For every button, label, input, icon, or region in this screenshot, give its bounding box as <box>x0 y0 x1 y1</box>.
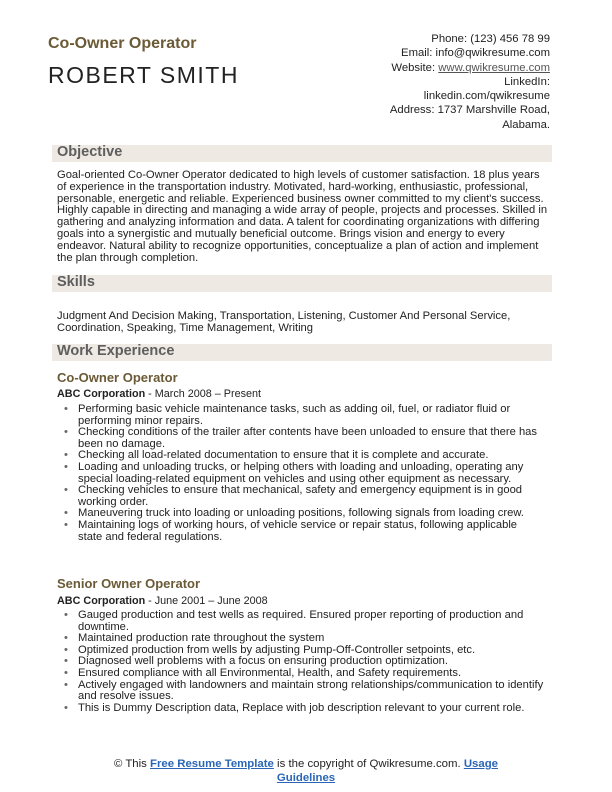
usage-guidelines-link[interactable]: Usage <box>463 758 499 770</box>
website-link[interactable]: www.qwikresume.com <box>438 61 550 74</box>
job-company: ABC Corporation <box>57 595 146 607</box>
contact-email: Email: info@qwikresume.com <box>401 47 550 60</box>
contact-linkedin-label: LinkedIn: <box>504 75 550 88</box>
job-bullet-list <box>62 610 544 714</box>
job-role-title: Co-Owner Operator <box>57 370 178 385</box>
list-item: • Checking vehicles to ensure that mechanical, safety and emergency equipment is in good working order. <box>62 485 544 508</box>
list-item: • Actively engaged with landowners and maintain strong relationships/communication to identify and resolve issues. <box>62 680 544 703</box>
work-section-bar <box>52 344 552 361</box>
job-company-line <box>57 595 268 607</box>
contact-website <box>330 61 550 75</box>
list-item: • Loading and unloading trucks, or helping others with loading and unloading, operating any special loading-related equipment on vehicles and using other equipment as necessary. <box>62 462 544 485</box>
skills-section-bar <box>52 275 552 292</box>
contact-address-line1: Address: 1737 Marshville Road, <box>389 104 550 117</box>
copyright-footer <box>60 757 552 785</box>
list-item: • Performing basic vehicle maintenance tasks, such as adding oil, fuel, or radiator fluid or performing minor repairs. <box>62 404 544 427</box>
usage-guidelines-link-line2[interactable]: Guidelines <box>276 772 336 784</box>
contact-linkedin-value: linkedin.com/qwikresume <box>423 90 550 103</box>
skills-text: Judgment And Decision Making, Transportation, Listening, Customer And Personal Service, Coordination, Speaking, Time Management, Writing <box>57 310 511 334</box>
contact-block <box>330 32 550 132</box>
list-item: • Checking all load-related documentation to ensure that it is complete and accurate. <box>62 450 544 462</box>
list-item: • Optimized production from wells by adjusting Pump-Off-Controller setpoints, etc. <box>62 645 544 657</box>
list-item: • Gauged production and test wells as required. Ensured proper reporting of production and downtime. <box>62 610 544 633</box>
list-item: • Maneuvering truck into loading or unloading positions, following signals from loading crew. <box>62 508 544 520</box>
list-item: • Ensured compliance with all Environmental, Health, and Safety requirements. <box>62 668 544 680</box>
candidate-name: ROBERT SMITH <box>48 62 239 88</box>
list-item: • Diagnosed well problems with a focus on ensuring production optimization. <box>62 656 544 668</box>
list-item: • Maintaining logs of working hours, of vehicle service or repair status, following applicable state and federal regulations. <box>62 520 544 543</box>
skills-heading: Skills <box>57 274 95 290</box>
job-role-title: Senior Owner Operator <box>57 576 201 591</box>
work-heading: Work Experience <box>57 343 175 359</box>
objective-heading: Objective <box>57 144 123 160</box>
job-title: Co-Owner Operator <box>48 35 197 52</box>
website-label: Website: <box>391 61 439 74</box>
resume-header <box>0 0 612 140</box>
footer-prefix: © This <box>113 758 151 770</box>
contact-address-line2: Alabama. <box>502 118 550 131</box>
objective-text: Goal-oriented Co-Owner Operator dedicated to high levels of customer satisfaction. 18 plus years of experience in the transportation industry. Motivated, hard-working, enthusiastic, professional, personable, energetic and reliable. Experienced business owner committed to my client's success. Highly capable in directing and managing a wide array of people, projects and processes. Skilled in gathering and analyzing information and data. A talent for coordinating organizations with differing goals into a synergistic and mutually beneficial outcome. Brings vision and energy to every endeavor. Natural ability to recognize opportunities, conceptualize a plan of action and implement the plan through completion. <box>57 169 548 264</box>
objective-section-bar <box>52 145 552 162</box>
footer-middle: is the copyright of Qwikresume.com. <box>273 758 464 770</box>
job-dates: - June 2001 – June 2008 <box>145 595 268 607</box>
free-resume-template-link[interactable]: Free Resume Template <box>150 758 274 770</box>
job-company: ABC Corporation <box>57 388 146 400</box>
job-dates: - March 2008 – Present <box>145 388 261 400</box>
job-bullet-list <box>62 404 544 543</box>
list-item: • Maintained production rate throughout the system <box>62 633 544 645</box>
contact-phone: Phone: (123) 456 78 99 <box>431 33 550 45</box>
job-company-line <box>57 388 261 400</box>
list-item: • Checking conditions of the trailer after contents have been unloaded to ensure that there has been no damage. <box>62 427 544 450</box>
list-item: • This is Dummy Description data, Replace with job description relevant to your current role. <box>62 703 544 715</box>
